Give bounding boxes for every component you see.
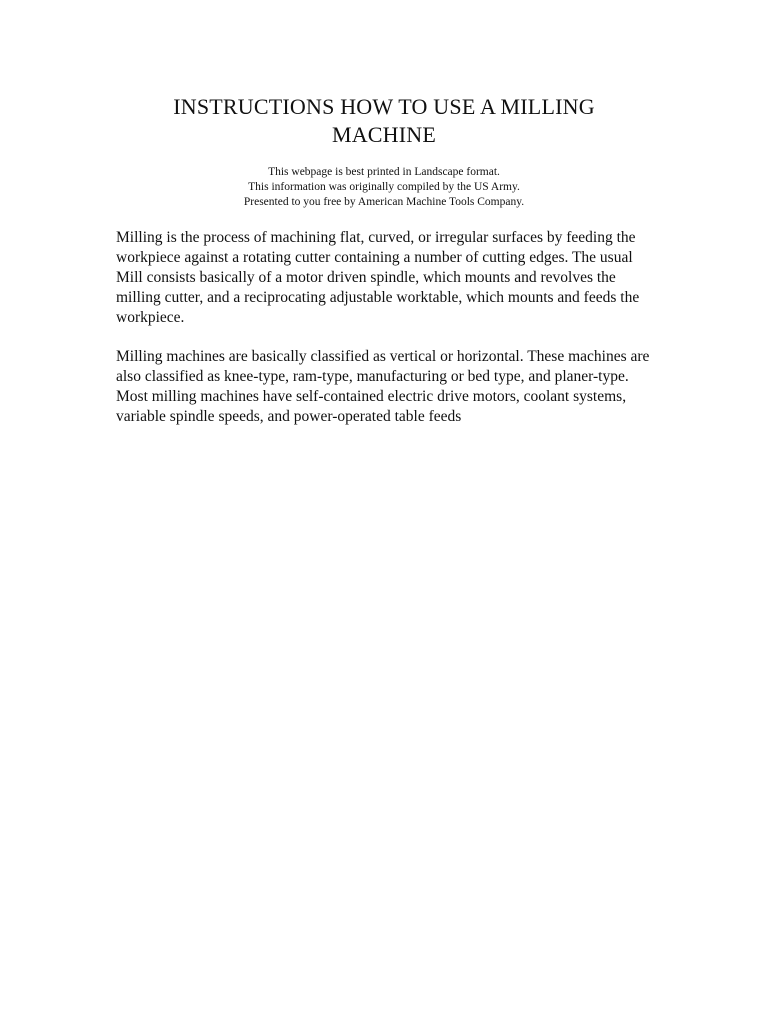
paragraph-milling-definition: Milling is the process of machining flat, curved, or irregular surfaces by feeding the workpiece against a rotating cutter containing a number of cutting edges. The usual Mill consists basically of a motor driven spindle, which mounts and revolves the milling cutter, and a reciprocating adjustable worktable, which mounts and feeds the workpiece.: [116, 229, 640, 326]
body-text: [116, 228, 656, 446]
paragraph-machine-classification: Milling machines are basically classified as vertical or horizontal. These machines are also classified as knee-type, ram-type, manufacturing or bed type, and planer-type. Most milling machines have self-contained electric drive motors, coolant systems, variable spindle speeds, and power-operated table feeds: [116, 348, 650, 425]
print-notes: [134, 165, 634, 210]
note-landscape-format: This webpage is best printed in Landscape format.: [268, 166, 500, 178]
page-title: INSTRUCTIONS HOW TO USE A MILLING MACHINE: [173, 94, 595, 147]
note-presented-by: Presented to you free by American Machine Tools Company.: [243, 196, 525, 208]
note-us-army-source: This information was originally compiled by the US Army.: [248, 181, 520, 193]
